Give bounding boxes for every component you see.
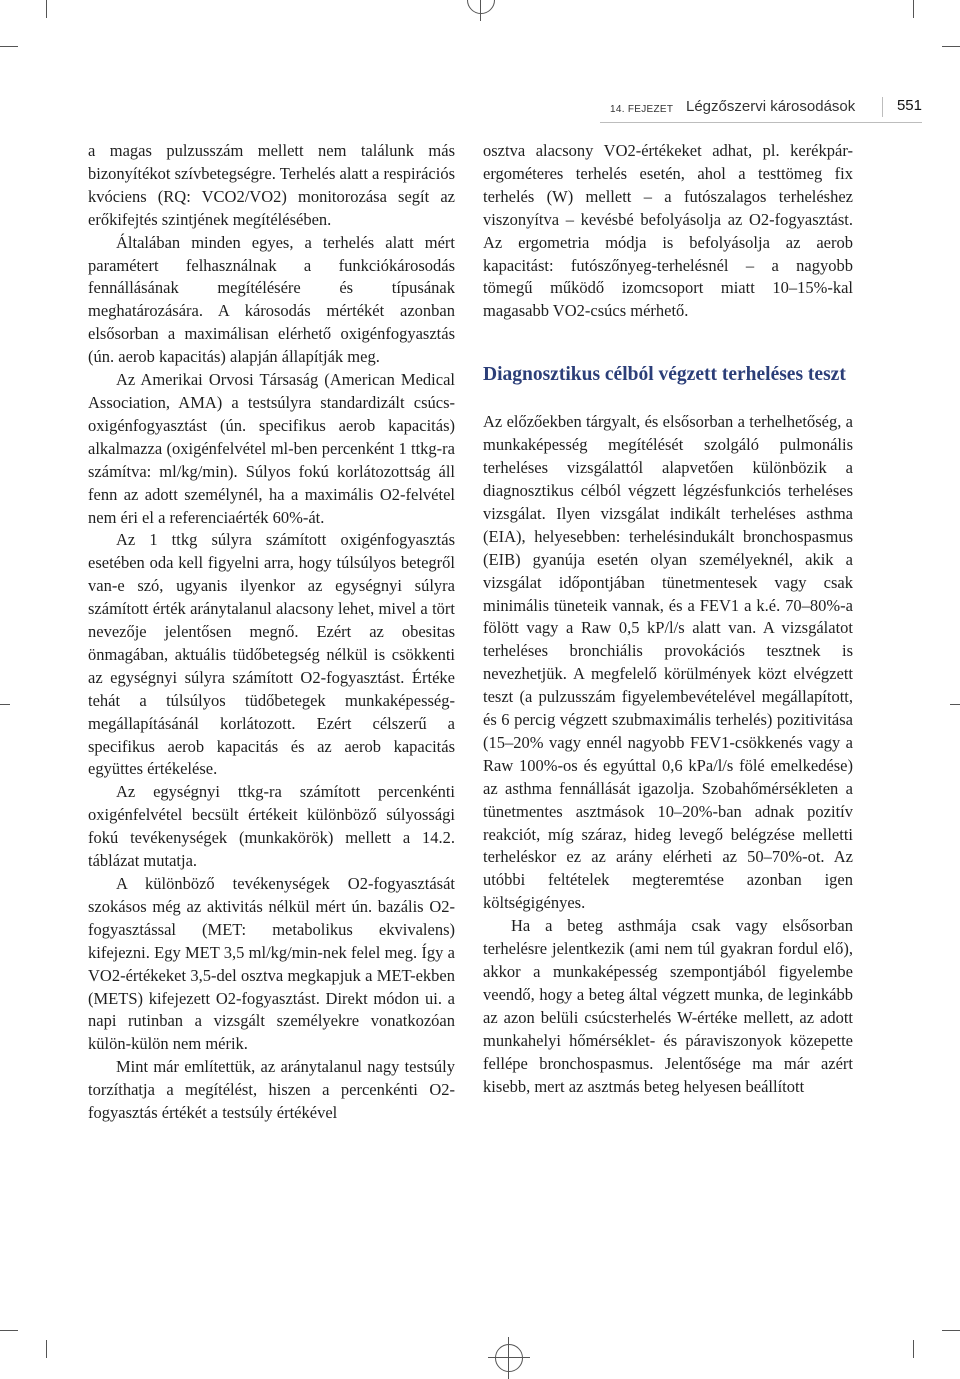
crop-mark xyxy=(46,1340,47,1358)
running-head xyxy=(600,94,922,123)
paragraph: Az előzőekben tárgyalt, és elsősorban a terhelhetőség, a munkaképesség megítélését szolgáló pulmonális terheléses vizsgálattól alapvetően különbözik a diagnosztikus célból végzett légzésfunkciós terheléses vizsgálat. Ilyen vizsgálat indikált terheléses asthma (EIA), helyesebben: terhelésindukált bronchospasmus (EIB) gyanúja esetén olyan személyeknél, akik a vizsgálat időpontjában tünetmentesek vagy csak minimális tüneteik vannak, és a FEV1 a k.é. 70–80%-a fölött vagy a Raw 0,5 kP/l/s alatt van. A vizsgálatot terheléses bronchiális provokációs tesztnek is nevezhetjük. A megfelelő körülmények közt elvégzett teszt (a pulzusszám figyelembevételével megállapított, és 6 percig végzett szubmaximális terhelés) pozitivitása (15–20% vagy ennél nagyobb FEV1-csökkenés vagy a Raw 100%-os és egyúttal 0,6 kPa/l/s fölé emelkedése) az asthma fennállását igazolja. Szobahőmérsékleten a tünetmentes asztmások 10–20%-ban adnak pozitív reakciót, míg száraz, hideg levegő belégzése melletti terheléskor ez az arány elérheti az 50–70%-ot. Az utóbbi feltételek megteremtése azonban igen költségigényes. xyxy=(483,412,853,913)
chapter-title: Légzőszervi károsodások xyxy=(686,98,856,115)
paragraph: Az Amerikai Orvosi Társaság (American Medical Association, AMA) a testsúlyra standardizált csúcs-oxigénfogyasztást (ún. specifikus aerob kapacitás) alkalmazza (oxigénfelvétel ml-ben percenként 1 ttkg-ra számítva: ml/kg/min). Súlyos fokú korlátozottság áll fenn az adott személynél, ha a maximális O2-felvétel nem éri el a referenciaérték 60%-át. xyxy=(88,370,455,527)
left-column xyxy=(88,140,455,1125)
crop-mark xyxy=(942,1330,960,1331)
right-column xyxy=(483,140,853,1098)
paragraph: Az egységnyi ttkg-ra számított percenkénti oxigénfelvétel becsült értékeit különböző súlyossági fokú tevékenységek (munkakörök) mellett a 14.2. táblázat mutatja. xyxy=(88,782,455,871)
crop-mark xyxy=(0,46,18,47)
registration-mark-top xyxy=(467,0,495,14)
paragraph: Mint már említettük, az aránytalanul nagy testsúly torzíthatja a megítélést, hiszen a percenkénti O2-fogyasztás értékét a testsúly értékével xyxy=(88,1057,455,1123)
paragraph: Az 1 ttkg súlyra számított oxigénfogyasztás esetében oda kell figyelni arra, hogy túlsúlyos betegről van-e szó, ugyanis ilyenkor az egységnyi súlyra számított érték aránytalanul alacsony lehet, mivel a tört nevezője jelentősen megnő. Ezért az obesitas önmagában, aktuális tüdőbetegség nélkül is csökkenti az egységnyi súlyra számított O2-fogyasztást. Értéke tehát a túlsúlyos tüdőbetegek munkaképesség-megállapításánál korlátozott. Ezért célszerű a specifikus aerob kapacitás és az aerob kapacitás együttes értékelése. xyxy=(88,530,455,779)
crop-mark xyxy=(950,704,960,705)
crop-mark xyxy=(913,0,914,18)
crop-mark xyxy=(0,1330,18,1331)
chapter-label: 14. FEJEZET xyxy=(610,104,674,115)
crop-mark xyxy=(913,1340,914,1358)
paragraph: Általában minden egyes, a terhelés alatt mért paramétert felhasználnak a funkciókárosodás fennállásának megítélésére és típusának meghatározására. A károsodás mértékét azonban elsősorban a maximálisan elérhető oxigénfogyasztás (ún. aerob kapacitás) alapján állapítják meg. xyxy=(88,232,455,367)
paragraph: osztva alacsony VO2-értékeket adhat, pl. kerékpár-ergométeres terhelés esetén, ahol a testtömeg fix terhelés (W) mellett – a futószalagos terheléshez viszonyítva – kevésbé befolyásolja az O2-fogyasztást. Az ergometria módja is befolyásolja az aerob kapacitást: futószőnyeg-terhelésnél – a nagyobb tömegű működő izomcsoport miatt 10–15%-kal magasabb VO2-csúcs mérhető. xyxy=(483,141,853,321)
crop-mark xyxy=(46,0,47,18)
paragraph: A különböző tevékenységek O2-fogyasztását szokásos még az aktivitás nélkül mért ún. bazális O2-fogyasztással (MET: metabolikus ekvivalens) kifejezni. Egy MET 3,5 ml/kg/min-nek felel meg. Így a VO2-értékeket 3,5-del osztva megkapjuk a MET-ekben (METS) kifejezett O2-fogyasztást. Direkt módon ui. a napi rutinban a vizsgált személyekre vonatkozóan külön-külön nem mérik. xyxy=(88,874,455,1054)
section-heading: Diagnosztikus célból végzett terheléses teszt xyxy=(483,364,846,386)
paragraph: a magas pulzusszám mellett nem találunk más bizonyítékot szívbetegségre. Terhelés alatt a respirációs kvóciens (RQ: VCO2/VO2) monitorozása segít az erőkifejtés szintjének megítélésében. xyxy=(88,141,455,229)
registration-mark-bottom xyxy=(495,1344,523,1372)
paragraph: Ha a beteg asthmája csak vagy elsősorban terhelésre jelentkezik (ami nem túl gyakran fordul elő), akkor a munkaképesség szempontjából figyelembe veendő, hogy a beteg által végzett munka, de leginkább az azon belüli csúcsterhelés W-értéke mellett, az adott munkahelyi hőmérséklet- és páraviszonyok közepette fellépe bronchospasmus. Jelentősége ma már azért kisebb, mert az asztmás beteg helyesen beállított xyxy=(483,916,853,1096)
crop-mark xyxy=(0,704,10,705)
crop-mark xyxy=(942,46,960,47)
page-number: 551 xyxy=(882,97,922,117)
